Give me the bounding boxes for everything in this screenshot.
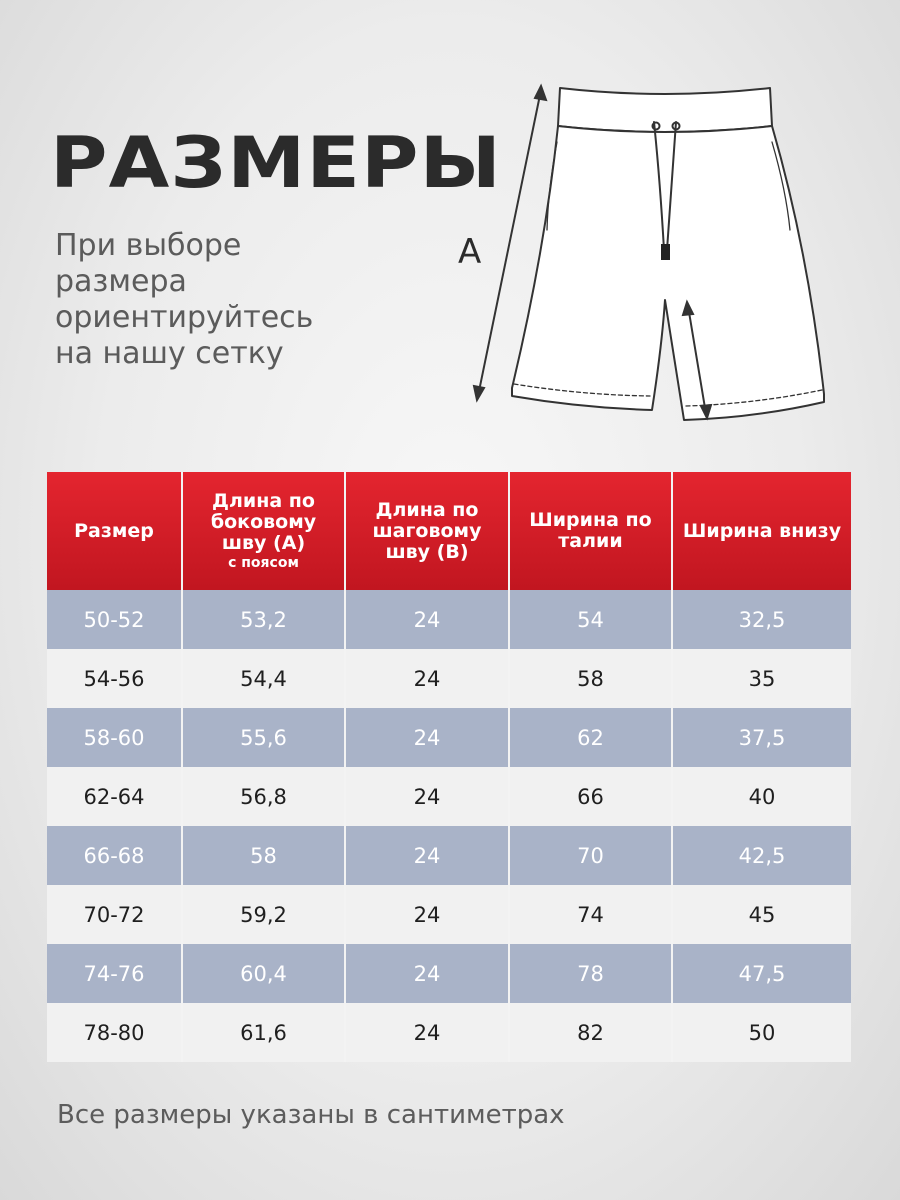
cell-hem: 42,5: [672, 826, 851, 885]
cell-size: 62-64: [47, 767, 182, 826]
cell-size: 54-56: [47, 649, 182, 708]
shorts-outline: [512, 126, 824, 420]
cell-side-seam: 60,4: [182, 944, 345, 1003]
subtitle: [55, 228, 313, 372]
cell-inseam: 24: [345, 1003, 509, 1062]
header-sublabel: с поясом: [228, 554, 299, 571]
header-size: [47, 472, 182, 590]
subtitle-line: размера: [55, 264, 187, 299]
cell-inseam: 24: [345, 708, 509, 767]
table-row: [47, 944, 851, 1003]
cell-hem: 37,5: [672, 708, 851, 767]
header-inseam-length: [345, 472, 509, 590]
cell-side-seam: 54,4: [182, 649, 345, 708]
cell-hem: 45: [672, 885, 851, 944]
cell-side-seam: 58: [182, 826, 345, 885]
cell-waist: 62: [509, 708, 672, 767]
cell-side-seam: 59,2: [182, 885, 345, 944]
cell-inseam: 24: [345, 590, 509, 649]
cell-size: 58-60: [47, 708, 182, 767]
cell-hem: 32,5: [672, 590, 851, 649]
table-row: [47, 649, 851, 708]
header-label: Ширина по талии: [529, 509, 652, 552]
header-label: Размер: [74, 519, 154, 542]
waistband-outline: [558, 88, 772, 132]
header-label: Длина по боковому шву (А): [210, 489, 317, 554]
cell-waist: 66: [509, 767, 672, 826]
cell-hem: 35: [672, 649, 851, 708]
subtitle-line: ориентируйтесь: [55, 300, 314, 335]
cell-inseam: 24: [345, 944, 509, 1003]
cell-size: 78-80: [47, 1003, 182, 1062]
cell-waist: 78: [509, 944, 672, 1003]
cell-side-seam: 56,8: [182, 767, 345, 826]
cell-side-seam: 61,6: [182, 1003, 345, 1062]
table-row: [47, 1003, 851, 1062]
subtitle-line: на нашу сетку: [55, 336, 284, 371]
table-row: [47, 590, 851, 649]
table-row: [47, 708, 851, 767]
cell-side-seam: 55,6: [182, 708, 345, 767]
header-hem-width: [672, 472, 851, 590]
header-label: Длина по шаговому шву (В): [372, 498, 482, 563]
cell-waist: 74: [509, 885, 672, 944]
header-waist-width: [509, 472, 672, 590]
measurement-label-a: A: [458, 232, 482, 272]
table-row: [47, 767, 851, 826]
cell-size: 70-72: [47, 885, 182, 944]
cell-waist: 54: [509, 590, 672, 649]
cell-inseam: 24: [345, 649, 509, 708]
page-title: РАЗМЕРЫ: [50, 122, 502, 204]
cell-waist: 82: [509, 1003, 672, 1062]
cell-size: 50-52: [47, 590, 182, 649]
cell-side-seam: 53,2: [182, 590, 345, 649]
cell-waist: 70: [509, 826, 672, 885]
size-table: [47, 472, 851, 1062]
shorts-diagram: [460, 70, 850, 440]
cell-hem: 40: [672, 767, 851, 826]
cell-inseam: 24: [345, 767, 509, 826]
cell-waist: 58: [509, 649, 672, 708]
table-row: [47, 885, 851, 944]
cell-hem: 47,5: [672, 944, 851, 1003]
cell-size: 74-76: [47, 944, 182, 1003]
cell-size: 66-68: [47, 826, 182, 885]
table-row: [47, 826, 851, 885]
table-header-row: [47, 472, 851, 590]
cell-inseam: 24: [345, 826, 509, 885]
footer-note: Все размеры указаны в сантиметрах: [57, 1100, 565, 1130]
cell-inseam: 24: [345, 885, 509, 944]
subtitle-line: При выборе: [55, 228, 242, 263]
cell-hem: 50: [672, 1003, 851, 1062]
header-side-seam-length: [182, 472, 345, 590]
header-label: Ширина внизу: [682, 519, 842, 542]
